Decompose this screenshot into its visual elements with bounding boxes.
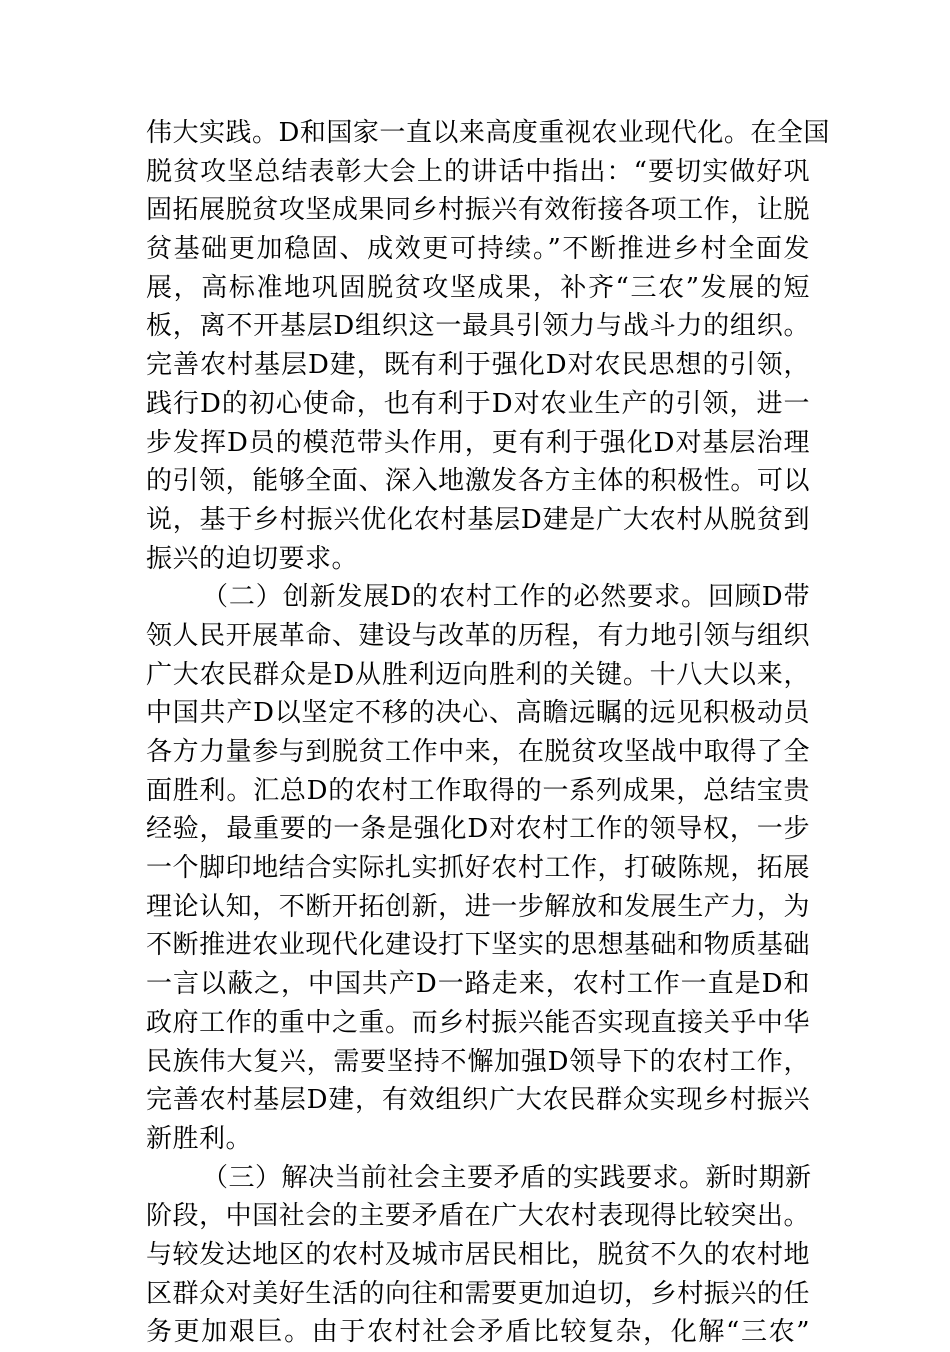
section-heading-line: （二）创新发展D的农村工作的必然要求。回顾D带 <box>202 582 810 613</box>
text-line: 与较发达地区的农村及城市居民相比，脱贫不久的农村地 <box>146 1239 810 1270</box>
text-line: 贫基础更加稳固、成效更可持续。”不断推进乡村全面发 <box>146 234 810 265</box>
text-line: 振兴的迫切要求。 <box>146 543 359 574</box>
text-line: 践行D的初心使命，也有利于D对农业生产的引领，进一 <box>146 388 810 419</box>
text-line: 步发挥D员的模范带头作用，更有利于强化D对基层治理 <box>146 427 810 458</box>
text-line: 区群众对美好生活的向往和需要更加迫切，乡村振兴的任 <box>146 1278 810 1309</box>
text-line: 完善农村基层D建，既有利于强化D对农民思想的引领， <box>146 350 810 381</box>
text-line: 新胜利。 <box>146 1123 253 1154</box>
text-line: 经验，最重要的一条是强化D对农村工作的领导权，一步 <box>146 814 810 845</box>
text-line: 展，高标准地巩固脱贫攻坚成果，补齐“三农”发展的短 <box>146 272 810 303</box>
text-line: 一个脚印地结合实际扎实抓好农村工作，打破陈规，拓展 <box>146 853 810 884</box>
text-line: 广大农民群众是D从胜利迈向胜利的关键。十八大以来， <box>146 659 810 690</box>
text-line: 面胜利。汇总D的农村工作取得的一系列成果，总结宝贵 <box>146 775 810 806</box>
text-line: 政府工作的重中之重。而乡村振兴能否实现直接关乎中华 <box>146 1007 810 1038</box>
text-line: 阶段，中国社会的主要矛盾在广大农村表现得比较突出。 <box>146 1201 810 1232</box>
text-line: 中国共产D以坚定不移的决心、高瞻远瞩的远见积极动员 <box>146 698 810 729</box>
section-heading-line: （三）解决当前社会主要矛盾的实践要求。新时期新 <box>202 1162 812 1193</box>
text-line: 伟大实践。D和国家一直以来高度重视农业现代化。在全国 <box>146 118 830 148</box>
text-line: 板，离不开基层D组织这一最具引领力与战斗力的组织。 <box>146 311 810 342</box>
text-line: 各方力量参与到脱贫工作中来，在脱贫攻坚战中取得了全 <box>146 737 810 767</box>
text-line: 完善农村基层D建，有效组织广大农民群众实现乡村振兴 <box>146 1085 810 1116</box>
body-text <box>146 114 830 1352</box>
text-line: 说，基于乡村振兴优化农村基层D建是广大农村从脱贫到 <box>146 504 810 535</box>
text-line: 脱贫攻坚总结表彰大会上的讲话中指出：“要切实做好巩 <box>146 156 810 187</box>
text-line: 理论认知，不断开拓创新，进一步解放和发展生产力，为 <box>146 891 810 922</box>
text-line: 务更加艰巨。由于农村社会矛盾比较复杂，化解“三农” <box>146 1317 810 1348</box>
text-line: 固拓展脱贫攻坚成果同乡村振兴有效衔接各项工作，让脱 <box>146 195 810 226</box>
text-line: 不断推进农业现代化建设打下坚实的思想基础和物质基础 <box>146 930 810 961</box>
text-line: 民族伟大复兴，需要坚持不懈加强D领导下的农村工作， <box>146 1046 810 1077</box>
text-line: 的引领，能够全面、深入地激发各方主体的积极性。可以 <box>146 466 810 497</box>
text-line: 领人民开展革命、建设与改革的历程，有力地引领与组织 <box>146 620 810 651</box>
text-line: 一言以蔽之，中国共产D一路走来，农村工作一直是D和 <box>146 969 810 1000</box>
